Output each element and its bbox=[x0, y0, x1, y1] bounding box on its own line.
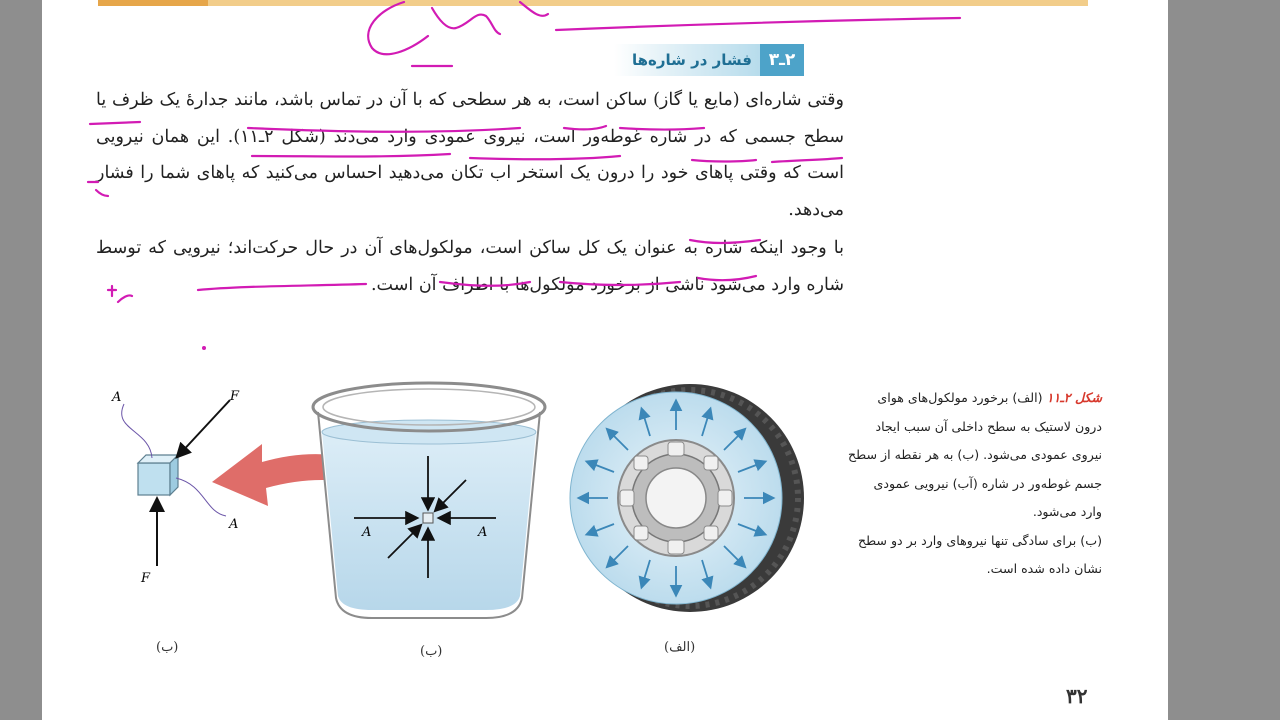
caption-line-3: نیروی عمودی می‌شود. (ب) به هر نقطه از سطح bbox=[848, 447, 1102, 462]
cube-figure-label: (ب) bbox=[156, 640, 179, 655]
beaker-area-right: A bbox=[478, 525, 488, 540]
caption-line-1: (الف) برخورد مولکول‌های هوای bbox=[877, 390, 1043, 405]
cube-area-bottom: A bbox=[229, 517, 239, 532]
cube-force-top: F bbox=[230, 389, 240, 404]
cube-force-bottom: F bbox=[141, 571, 151, 586]
caption-first-line bbox=[812, 384, 1102, 413]
cube-area-top: A bbox=[112, 390, 122, 405]
caption-line-6: (ب) برای سادگی تنها نیروهای وارد بر دو سطح bbox=[857, 532, 1102, 548]
paragraph-2: با وجود اینکه شاره به عنوان یک کل ساکن است، مولکول‌های آن در حال حرکت‌اند؛ نیرویی که توسط شاره وارد می‌شود ناشی از برخورد مولکول‌ها با اطراف آن است. bbox=[96, 238, 844, 295]
caption-line-7: نشان داده شده است. bbox=[986, 561, 1102, 576]
cube-diagram bbox=[122, 400, 230, 566]
tire-figure-label: (الف) bbox=[664, 640, 696, 655]
paragraph-1: وقتی شاره‌ای (مایع یا گاز) ساکن است، به هر سطحی که با آن در تماس باشد، مانند جدارهٔ یک ظرف یا سطح جسمی که در شاره غوطه‌ور است، نیروی عمودی وارد می‌دند (شکل ۲ـ۱۱). این همان نیرویی است که وقتی پاهای خود را درون یک استخر اب تکان می‌دهید احساس می‌کنید که پاهای شما را فشار می‌دهد. bbox=[96, 90, 844, 220]
beaker-area-left: A bbox=[362, 525, 372, 540]
figure-caption bbox=[812, 384, 1102, 584]
caption-label: شکل ۲ـ۱۱ bbox=[1046, 390, 1102, 405]
beaker bbox=[313, 383, 545, 618]
beaker-figure-label: (ب) bbox=[420, 644, 443, 659]
caption-line-5: وارد می‌شود. bbox=[1032, 504, 1102, 519]
caption-line-2: درون لاستیک به سطح داخلی آن سبب ایجاد bbox=[875, 418, 1102, 434]
section-title: فشار در شاره‌ها bbox=[614, 44, 760, 76]
section-number: ۲ـ۳ bbox=[760, 44, 804, 76]
pen-annotations bbox=[88, 2, 960, 302]
page-number: ۳۲ bbox=[1066, 684, 1088, 708]
caption-line-4: جسم غوطه‌ور در شاره (آب) نیرویی عمودی bbox=[873, 475, 1102, 491]
tire-diagram bbox=[570, 384, 804, 612]
